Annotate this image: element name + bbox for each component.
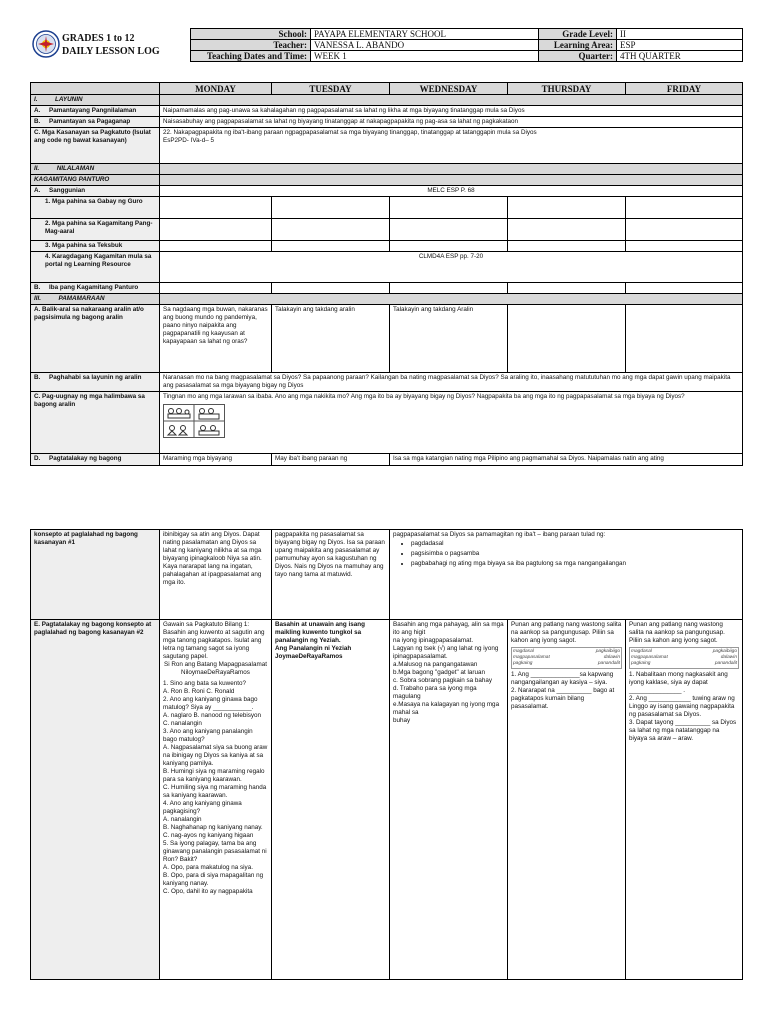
title-line-1: GRADES 1 to 12 bbox=[62, 33, 135, 44]
word-choice: pagkaibiigo bbox=[712, 649, 738, 654]
word-choice: pagkaing bbox=[513, 661, 533, 666]
day-header-friday: FRIDAY bbox=[626, 83, 743, 95]
teaching-dates-label: Teaching Dates and Time: bbox=[191, 51, 311, 62]
section-pamamaraan: III. PAMAMARAAN bbox=[31, 294, 160, 305]
text-line: B. Humingi siya ng maraming regalo para sa kaniyang kaarawan. bbox=[163, 768, 265, 783]
text-line: 1. Sino ang bata sa kuwento? bbox=[163, 680, 246, 687]
cell bbox=[626, 283, 743, 294]
word-choice: magdasal bbox=[631, 649, 652, 654]
day-header-wednesday: WEDNESDAY bbox=[390, 83, 508, 95]
fill-blank-item: 2. Ang ____________ tuwing araw ng Linggo ay isang gawaing nagpapakita ng pasasalamat sa Diyos. bbox=[629, 695, 735, 718]
paghahabi-text: Naranasan mo na bang magpasalamat sa Diyos? Sa papaanong paraan? Kailangan ba nating magpasalamat sa Diyos? Sa araling ito, inaasahang matututuhan mo ang mga dapat gawin upang maipakita ang pasasalamat sa mga biyayang bigay ng Diyos bbox=[160, 373, 743, 392]
fill-blank-item: 2. Nararapat na __________ bago at pagkatapos kumain bilang pasasalamat. bbox=[511, 687, 615, 710]
family-pictures-image bbox=[163, 404, 225, 438]
pag-uugnay-text: Tingnan mo ang mga larawan sa ibaba. Ano ang mga nakikita mo? Ang mga ito ba ay biyayang bigay ng Diyos? Nagpapakita ba ang mga ito ng pagpapasalamat sa mga biyaya ng Diyos? bbox=[163, 393, 685, 400]
cell bbox=[508, 283, 626, 294]
e-thursday-activity bbox=[508, 620, 626, 980]
grade-level-value: II bbox=[617, 29, 743, 40]
text-line: 5. Sa iyong palagay, tama ba ang ginawang panalangin pasasalamat ni Ron? Bakit? bbox=[163, 840, 267, 863]
d-tuesday-continued: pagpapakita ng pasasalamat sa biyayang bigay ng Diyos. Isa sa paraan upang maipakita ang pasasalamat ay pamumuhay ayon sa kagustuhan ng Diyos. Nais ng Diyos na mamuhay ang tayo nang tama at matuwid. bbox=[272, 530, 390, 620]
cell bbox=[160, 241, 272, 252]
cell bbox=[390, 241, 508, 252]
illustration-strip bbox=[163, 404, 739, 438]
melc-reference: MELC ESP P. 68 bbox=[160, 186, 743, 197]
cell bbox=[626, 241, 743, 252]
e-friday-activity bbox=[626, 620, 743, 980]
cell bbox=[508, 241, 626, 252]
text-line: 4. Ano ang kaniyang ginawa pagkagising? bbox=[163, 800, 242, 815]
ways-list bbox=[411, 540, 739, 568]
text-line: B. Opo, para di siya mapagalitan ng kaniyang nanay. bbox=[163, 872, 264, 887]
d-monday-continued: ibinibigay sa atin ang Diyos. Dapat nating pasalamatan ang Diyos sa lahat ng kaniyang nilikha at sa mga biyayang ipinagkaloob Niya sa atin. Kaya nararapat lang na ingatan, pahalagahan at ipagpasalamat ang mga ito. bbox=[160, 530, 272, 620]
row-pag-uugnay-label: C. Pag-uugnay ng mga halimbawa sa bagong aralin bbox=[31, 392, 160, 454]
day-header-tuesday: TUESDAY bbox=[272, 83, 390, 95]
cell bbox=[390, 219, 508, 241]
school-label: School: bbox=[191, 29, 311, 40]
row-balik-aral-label: A. Balik-aral sa nakaraang aralin at/o pagsisimula ng bagong aralin bbox=[31, 305, 160, 373]
word-choice: dalawin bbox=[603, 655, 620, 660]
cell bbox=[272, 197, 390, 219]
balik-aral-monday: Sa nagdaang mga buwan, nakaranas ang buong mundo ng pandemiya, paano ninyo naipakita ang pagpapanatili ng kaayusan at kapayapaan sa lahat ng oras? bbox=[160, 305, 272, 373]
text-line: a.Malusog na pangangatawan bbox=[393, 661, 478, 668]
quarter-label: Quarter: bbox=[539, 51, 617, 62]
friday-instruction: Punan ang patlang nang wastong salita na aankop sa pangungusap. Piliin sa kahon ang iyong sagot. bbox=[629, 621, 725, 644]
d-wed-fri-continued bbox=[390, 530, 743, 620]
pamamaraan-fill bbox=[160, 294, 743, 305]
story-author: NiloymaeDeRayaRamos bbox=[181, 669, 250, 676]
story-instruction: Basahin at unawain ang isang maikling kuwento tungkol sa panalangin ng Yeziah. bbox=[275, 621, 365, 644]
row-b-text: Naisasabuhay ang pagpapasalamat sa lahat ng biyayang tinatanggap at nakapagpapakita ng pag-asa sa lahat ng pagkakataon bbox=[160, 117, 743, 128]
text-line: c. Sobra sobrang pagkain sa bahay bbox=[393, 677, 493, 684]
lesson-log-table-page-2 bbox=[30, 529, 743, 980]
e-wednesday-activity bbox=[390, 620, 508, 980]
cell bbox=[626, 219, 743, 241]
story-title: Si Ron ang Batang Mapagpasalamat bbox=[164, 661, 267, 668]
fill-blank-item: 3. Dapat tayong __________ sa Diyos sa lahat ng mga natatanggap na biyaya sa araw – araw. bbox=[629, 719, 737, 742]
fill-blank-item: 1. Nabalitaan mong nagkasakit ang iyong kaklase, siya ay dapat _______________ . bbox=[629, 671, 728, 694]
grade-level-label: Grade Level: bbox=[539, 29, 617, 40]
text-line: 2. Ano ang kaniyang ginawa bago matulog? Siya ay ___________. bbox=[163, 696, 258, 711]
word-choice: panandalit bbox=[714, 661, 738, 666]
row-teksbuk-label: 3. Mga pahina sa Teksbuk bbox=[31, 241, 160, 252]
cell bbox=[508, 305, 626, 373]
section-nilalaman: II. NILALAMAN bbox=[31, 164, 160, 175]
layunin-fill bbox=[160, 95, 743, 106]
section-layunin: I. LAYUNIN bbox=[31, 95, 160, 106]
pagtatalakay-wed-fri: Isa sa mga katangian nating mga Pilipino ang pagmamahal sa Diyos. Naipamalas natin ang ating bbox=[390, 454, 743, 466]
dll-title bbox=[62, 32, 160, 58]
text-line: Basahin ang mga pahayag, alin sa mga ito ang higit bbox=[393, 621, 504, 636]
text-line: Lagyan ng tsek (√) ang lahat ng iyong ipinagpapasalamat. bbox=[393, 645, 499, 660]
row-gabay-guro-label: 1. Mga pahina sa Gabay ng Guro bbox=[31, 197, 160, 219]
row-c-label: C. Mga Kasanayan sa Pagkatuto (Isulat ang code ng bawat kasanayan) bbox=[31, 128, 160, 164]
cell bbox=[390, 197, 508, 219]
pagtatalakay-tuesday: May iba't ibang paraan ng bbox=[272, 454, 390, 466]
row-a-label: A. Pamantayang Pangnilalaman bbox=[31, 106, 160, 117]
row-b-label: B. Pamantayan sa Pagaganap bbox=[31, 117, 160, 128]
teacher-value: VANESSA L. ABANDO bbox=[311, 40, 539, 51]
header-info-table bbox=[190, 28, 743, 62]
cell bbox=[390, 283, 508, 294]
row-kagamitang-mag-aaral-label: 2. Mga pahina sa Kagamitang Pang-Mag-aaral bbox=[31, 219, 160, 241]
text-line: buhay bbox=[393, 717, 411, 724]
word-choice: panandalit bbox=[597, 661, 620, 666]
learning-area-label: Learning Area: bbox=[539, 40, 617, 51]
teaching-dates-value: WEEK 1 bbox=[311, 51, 539, 62]
row-iba-pang-kagamitan-label: B. Iba pang Kagamitang Panturo bbox=[31, 283, 160, 294]
row-e-label: E. Pagtatalakay ng bagong konsepto at paglalahad ng bagong kasanayan #2 bbox=[31, 620, 160, 980]
d-wed-intro: pagpapasalamat sa Diyos sa pamamagitan ng iba't – ibang paraan tulad ng: bbox=[393, 531, 606, 538]
text-line: na iyong ipinagpapasalamat. bbox=[393, 637, 474, 644]
cell bbox=[508, 197, 626, 219]
title-line-2: DAILY LESSON LOG bbox=[62, 46, 160, 57]
word-choice: pagkaing bbox=[631, 661, 651, 666]
word-choice: magdasal bbox=[513, 649, 534, 654]
text-line: C. Opo, dahil ito ay nagpapakita bbox=[163, 888, 253, 895]
word-choice-box bbox=[629, 647, 739, 669]
cell bbox=[626, 197, 743, 219]
story-title-yeziah: Ang Panalangin ni Yeziah JoymaeDeRayaRamos bbox=[275, 645, 352, 660]
cell bbox=[508, 219, 626, 241]
cell bbox=[272, 219, 390, 241]
row-pagtatalakay-label: D. Pagtatalakay ng bagong bbox=[31, 454, 160, 466]
day-header-monday: MONDAY bbox=[160, 83, 272, 95]
row-c-text bbox=[160, 128, 743, 164]
cell bbox=[160, 219, 272, 241]
pag-uugnay-cell bbox=[160, 392, 743, 454]
competency-text: 22. Nakapagpapakita ng iba't-ibang paraan ngpagpapasalamat sa mga biyayang tinanggap, tinatanggap at tatanggapin mula sa Diyos bbox=[163, 129, 537, 136]
text-line: A. Nagpasalamat siya sa buong araw na ibinigay ng Diyos sa kaniya at sa kaniyang pamilya. bbox=[163, 744, 268, 767]
day-header-thursday: THURSDAY bbox=[508, 83, 626, 95]
row-karagdagang-kagamitan-label: 4. Karagdagang Kagamitan mula sa portal ng Learning Resource bbox=[31, 252, 160, 283]
clmd-reference: CLMD4A ESP pp. 7-20 bbox=[160, 252, 743, 283]
kagamitan-fill bbox=[160, 175, 743, 186]
text-line: 3. Ano ang kaniyang panalangin bago matulog? bbox=[163, 728, 253, 743]
list-item: • pagdadasal bbox=[411, 540, 739, 548]
competency-code: EsP2PD- IVa-d– 5 bbox=[163, 137, 214, 144]
balik-aral-tuesday: Talakayin ang takdang aralin bbox=[272, 305, 390, 373]
nilalaman-fill bbox=[160, 164, 743, 175]
text-line: Gawain sa Pagkatuto Bilang 1: Basahin ang kuwento at sagutin ang mga tanong pagkatapos. Isulat ang letra ng tamang sagot sa iyong sagutang papel. bbox=[163, 621, 265, 660]
cell bbox=[160, 197, 272, 219]
text-line: d. Trabaho para sa iyong mga magulang bbox=[393, 685, 477, 700]
cell bbox=[272, 283, 390, 294]
day-header-blank bbox=[31, 83, 160, 95]
text-line: A. Ron B. Roni C. Ronald bbox=[163, 688, 235, 695]
word-choice: pagkaibiigo bbox=[595, 649, 620, 654]
text-line: A. Opo, para makatulog na siya. bbox=[163, 864, 253, 871]
balik-aral-wednesday: Talakayin ang takdang Aralin bbox=[390, 305, 508, 373]
cell bbox=[626, 305, 743, 373]
row-sanggunian-label: A. Sanggunian bbox=[31, 186, 160, 197]
section-kagamitan: KAGAMITANG PANTURO bbox=[31, 175, 160, 186]
row-a-text: Naipamamalas ang pag-unawa sa kahalagahan ng pagpapasalamat sa lahat ng likha at mga biyayang tinatanggap mula sa Diyos bbox=[160, 106, 743, 117]
row-d-continued-label: konsepto at paglalahad ng bagong kasanayan #1 bbox=[31, 530, 160, 620]
e-tuesday-activity bbox=[272, 620, 390, 980]
word-choice: magpapasalamat bbox=[631, 655, 668, 660]
text-line: C. nag-ayos ng kaniyang higaan bbox=[163, 832, 254, 839]
text-line: A. nanalangin bbox=[163, 816, 202, 823]
list-item: • pagbabahagi ng ating mga biyaya sa iba pagtulong sa mga nangangailangan bbox=[411, 560, 739, 568]
text-line: e.Masaya na kalagayan ng iyong mga mahal sa bbox=[393, 701, 500, 716]
learning-area-value: ESP bbox=[617, 40, 743, 51]
text-line: B. Naghahanap ng kaniyang nanay. bbox=[163, 824, 263, 831]
deped-seal-logo bbox=[32, 30, 60, 58]
cell bbox=[272, 241, 390, 252]
fill-blank-item: 1. Ang ______________sa kapwang nangangailangan ay kasiya – siya. bbox=[511, 671, 614, 686]
thursday-instruction: Punan ang patlang nang wastong salita na aankop sa pangungusap. Piliin sa kahon ang iyong sagot. bbox=[511, 621, 622, 644]
quarter-value: 4TH QUARTER bbox=[617, 51, 743, 62]
cell bbox=[160, 283, 272, 294]
school-value: PAYAPA ELEMENTARY SCHOOL bbox=[311, 29, 539, 40]
lesson-log-table-page-1 bbox=[30, 82, 743, 466]
text-line: b.Mga bagong "gadget" at laruan bbox=[393, 669, 485, 676]
text-line: C. Humiling siya ng maraming handa sa kaniyang kaarawan. bbox=[163, 784, 267, 799]
word-choice-box bbox=[511, 647, 622, 669]
pagtatalakay-monday: Maraming mga biyayang bbox=[160, 454, 272, 466]
teacher-label: Teacher: bbox=[191, 40, 311, 51]
list-item: • pagsisimba o pagsamba bbox=[411, 550, 739, 558]
word-choice: magpapasalamat bbox=[513, 655, 550, 660]
e-monday-activity bbox=[160, 620, 272, 980]
text-line: A. naglaro B. nanood ng telebisyon C. nanalangin bbox=[163, 712, 262, 727]
row-paghahabi-label: B. Paghahabi sa layunin ng aralin bbox=[31, 373, 160, 392]
word-choice: dalawin bbox=[720, 655, 738, 660]
